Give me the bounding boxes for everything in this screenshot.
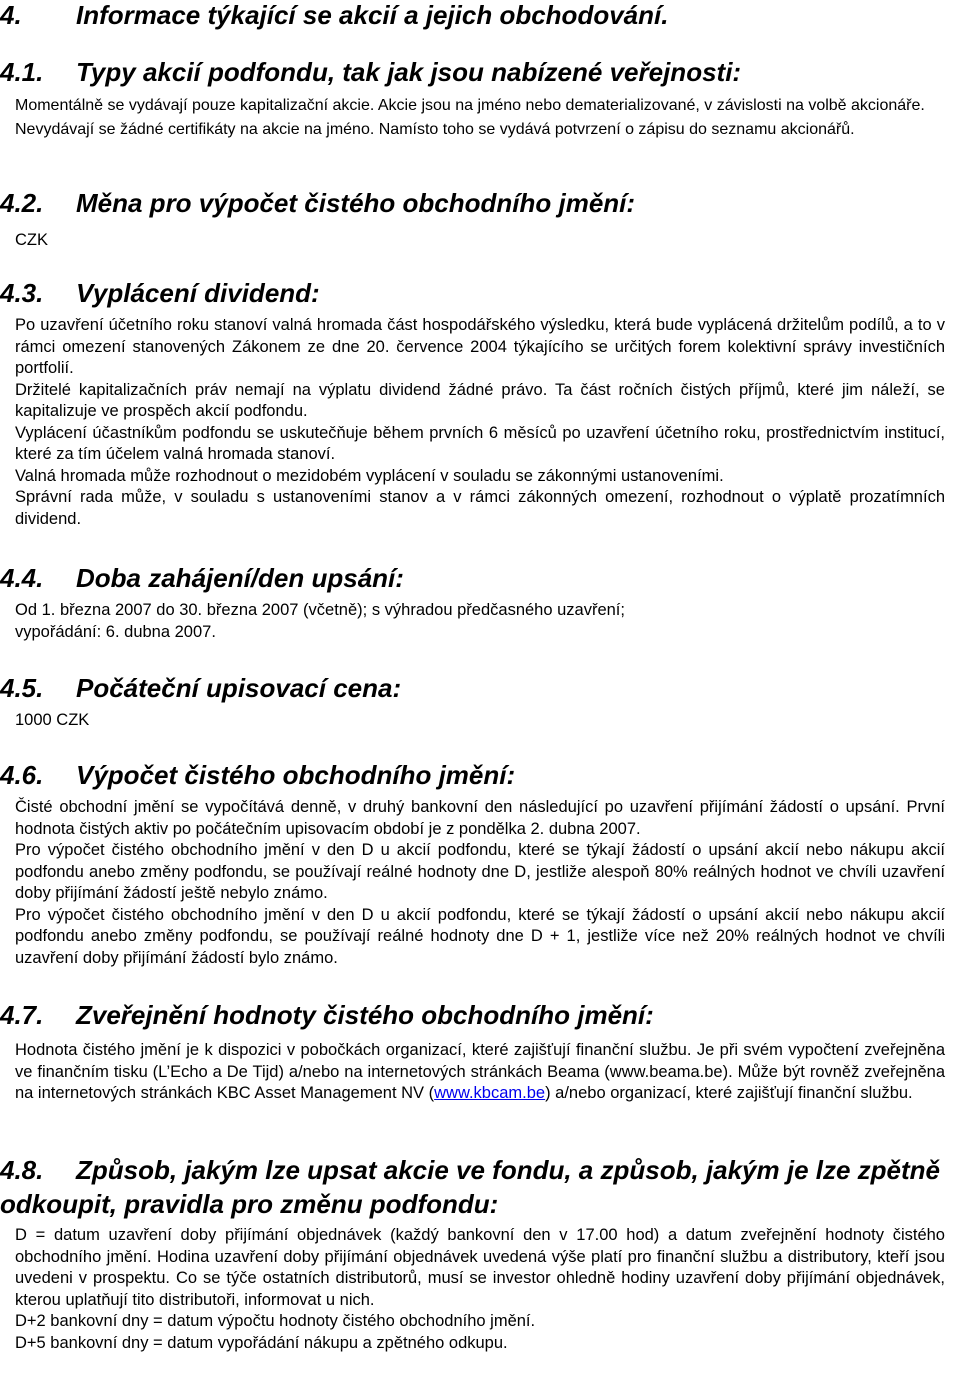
section-4-2-body — [15, 230, 945, 252]
section-title: Doba zahájení/den upsání: — [76, 563, 404, 593]
paragraph: D+5 bankovní dny = datum vypořádání nákupu a zpětného odkupu. — [15, 1333, 508, 1352]
section-number: 4.5. — [0, 673, 44, 703]
paragraph: Valná hromada může rozhodnout o mezidobém vyplácení v souladu se zákonnými ustanoveními. — [15, 466, 724, 485]
section-4-8-body — [15, 1225, 945, 1354]
paragraph: Pro výpočet čistého obchodního jmění v den D u akcií podfondu, které se týkají žádostí o upsání akcií nebo nákupu akcií podfondu anebo změny podfondu, se používají reálné hodnoty dne D + 1, jestliže více než 20% reálných hodnot ve chvíli uzavření doby přijímání žádostí bylo známo. — [15, 905, 945, 967]
paragraph: Pro výpočet čistého obchodního jmění v den D u akcií podfondu, které se týkají žádostí o upsání akcií nebo nákupu akcií podfondu anebo změny podfondu, se používají reálné hodnoty dne D, jestliže alespoň 80% reálných hodnot ve chvíli uzavření doby přijímání žádostí ještě nebylo známo. — [15, 841, 945, 902]
paragraph: CZK — [15, 231, 48, 249]
paragraph: Po uzavření účetního roku stanoví valná hromada část hospodářského výsledku, která bude vyplácená držitelům podílů, a to v rámci omezení stanovených Zákonem ze dne 20. července 2004 týkajícího se určitých forem kolektivní správy investičních portfolií. — [15, 316, 945, 377]
text-run: ) a/nebo organizací, které zajišťují finanční službu. — [545, 1084, 913, 1102]
section-number: 4.3. — [0, 278, 44, 308]
paragraph — [15, 1040, 945, 1105]
section-title: Zveřejnění hodnoty čistého obchodního jmění: — [76, 1000, 654, 1030]
section-title: Vyplácení dividend: — [76, 278, 320, 308]
section-4-4-body — [15, 600, 945, 643]
paragraph: 1000 CZK — [15, 711, 90, 729]
section-4-8-heading — [0, 1153, 960, 1221]
section-title: Počáteční upisovací cena: — [76, 673, 402, 703]
paragraph: vypořádání: 6. dubna 2007. — [15, 622, 216, 641]
paragraph: Vyplácení účastníkům podfondu se uskutečňuje během prvních 6 měsíců po uzavření účetního roku, prostřednictvím institucí, které za tím účelem valná hromada stanoví. — [15, 423, 945, 463]
paragraph: Správní rada může, v souladu s ustanoveními stanov a v rámci zákonných omezení, rozhodnout o výplatě prozatímních dividend. — [15, 488, 945, 528]
section-number: 4.8. — [0, 1155, 44, 1185]
section-number: 4.1. — [0, 57, 44, 87]
section-number: 4.7. — [0, 1000, 44, 1030]
section-4-3-body — [15, 315, 945, 530]
paragraph: Momentálně se vydávají pouze kapitalizační akcie. Akcie jsou na jméno nebo dematerializované, v závislosti na volbě akcionáře. Nevydávají se žádné certifikáty na akcie na jméno. Namísto toho se vydává potvrzení o zápisu do seznamu akcionářů. — [15, 97, 925, 138]
section-title: Typy akcií podfondu, tak jak jsou nabízené veřejnosti: — [76, 57, 742, 87]
section-4-7-body — [15, 1040, 945, 1105]
paragraph: Od 1. března 2007 do 30. března 2007 (včetně); s výhradou předčasného uzavření; — [15, 601, 625, 619]
text-run: Hodnota čistého jmění je k dispozici v pobočkách organizací, které zajišťují finanční službu. Je při svém vypočtení zveřejněna ve finančním tisku (L’Echo a De Tijd) a/nebo na internetových stránkách Beama (www.beama.be). Může být rovněž zveřejněna na internetových stránkách KBC Asset Management NV ( — [15, 1041, 945, 1102]
kbcam-link[interactable]: www.kbcam.be — [434, 1084, 546, 1102]
section-title: Informace týkající se akcií a jejich obchodování. — [76, 0, 669, 30]
section-title: Měna pro výpočet čistého obchodního jmění: — [76, 188, 636, 218]
paragraph: D+2 bankovní dny = datum výpočtu hodnoty čistého obchodního jmění. — [15, 1312, 536, 1330]
section-4-5-body — [15, 710, 945, 732]
paragraph: D = datum uzavření doby přijímání objednávek (každý bankovní den v 17.00 hod) a datum zveřejnění hodnoty čistého obchodního jmění. Hodina uzavření doby přijímání objednávek uvedená výše platí pro finanční službu a distributory, kteří jsou uvedeni v prospektu. Co se týče ostatních distributorů, musí se investor ohledně hodiny uzavření doby přijímání objednávek, kterou uplatňují tito distributoři, informovat u nich. — [15, 1226, 945, 1309]
section-title: Způsob, jakým lze upsat akcie ve fondu, a způsob, jakým je lze zpětně odkoupit, pravidla pro změnu podfondu: — [0, 1155, 941, 1219]
section-4-6-body — [15, 797, 945, 969]
section-4-1-body — [15, 94, 945, 141]
section-number: 4.4. — [0, 563, 44, 593]
paragraph: Čisté obchodní jmění se vypočítává denně, v druhý bankovní den následující po uzavření přijímání žádostí o upsání. První hodnota čistých aktiv po počátečním upisovacím období je z pondělka 2. dubna 2007. — [15, 798, 945, 838]
section-number: 4.6. — [0, 760, 44, 790]
paragraph: Držitelé kapitalizačních práv nemají na výplatu dividend žádné právo. Ta část ročních čistých příjmů, které jim náleží, se kapitalizuje ve prospěch akcií podfondu. — [15, 380, 945, 420]
section-number: 4.2. — [0, 188, 44, 218]
section-number: 4. — [0, 0, 22, 30]
section-title: Výpočet čistého obchodního jmění: — [76, 760, 516, 790]
